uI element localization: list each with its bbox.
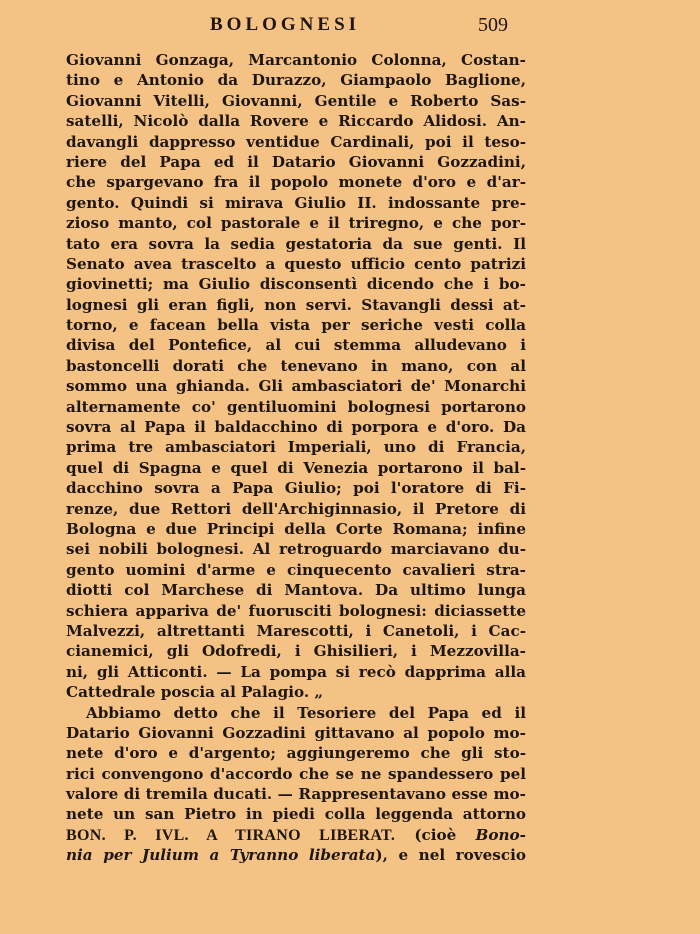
paragraph-2 (66, 703, 526, 825)
coin-legend: BON. P. IVL. A TIRANO LIBERAT. (66, 826, 396, 844)
text-line: giovinetti; ma Giulio disconsentì dicendo che i bo- (66, 275, 526, 294)
text-line: Malvezzi, altrettanti Marescotti, i Canetoli, i Cac- (66, 621, 526, 640)
text-line (66, 845, 526, 865)
paragraph-1 (66, 50, 526, 703)
text-line: schiera appariva de' fuorusciti bolognesi: diciassette (66, 601, 526, 620)
text-line: renze, due Rettori dell'Archiginnasio, il Pretore di (66, 499, 526, 518)
running-head: BOLOGNESI (210, 14, 361, 35)
text-line: cianemici, gli Odofredi, i Ghisilieri, i Mezzovilla- (66, 642, 526, 661)
text-line: Abbiamo detto che il Tesoriere del Papa ed il (86, 703, 526, 722)
text-line: divisa del Pontefice, al cui stemma alludevano i (66, 336, 526, 355)
text-line: torno, e facean bella vista per seriche vesti colla (66, 316, 526, 335)
latin-translation: nia per Julium a Tyranno liberata (66, 846, 376, 865)
text-line: Giovanni Vitelli, Giovanni, Gentile e Roberto Sas- (66, 91, 526, 110)
text-line: nete d'oro e d'argento; aggiungeremo che gli sto- (66, 744, 526, 763)
text-line: quel di Spagna e quel di Venezia portarono il bal- (66, 458, 526, 477)
text-line: prima tre ambasciatori Imperiali, uno di Francia, (66, 438, 526, 457)
text-line (66, 825, 526, 845)
text-line: satelli, Nicolò dalla Rovere e Riccardo Alidosi. An- (66, 112, 526, 131)
text-line: sei nobili bolognesi. Al retroguardo marciavano du- (66, 540, 526, 559)
latin-translation: Bono- (475, 825, 526, 844)
text-line: sovra al Papa il baldacchino di porpora e d'oro. Da (66, 418, 526, 437)
text-line: lognesi gli eran figli, non servi. Stavangli dessi at- (66, 295, 526, 314)
text-line: valore di tremila ducati. — Rappresentavano esse mo- (66, 785, 526, 804)
text-line: che spargevano fra il popolo monete d'oro e d'ar- (66, 173, 526, 192)
text-line: zioso manto, col pastorale e il triregno, e che por- (66, 214, 526, 233)
text-line: tato era sovra la sedia gestatoria da sue genti. Il (66, 234, 526, 253)
text-fragment: (cioè (395, 825, 476, 844)
page-number: 509 (478, 14, 508, 36)
text-line: diotti col Marchese di Mantova. Da ultimo lunga (66, 581, 526, 600)
text-line: davangli dappresso ventidue Cardinali, poi il teso- (66, 132, 526, 151)
text-line: dacchino sovra a Papa Giulio; poi l'oratore di Fi- (66, 479, 526, 498)
text-line: bastoncelli dorati che tenevano in mano, con al (66, 356, 526, 375)
text-line: Bologna e due Principi della Corte Romana; infine (66, 519, 526, 538)
body-text (66, 50, 526, 866)
text-fragment: ), e nel rovescio (375, 846, 526, 865)
text-line: nete un san Pietro in piedi colla leggenda attorno (66, 805, 526, 824)
text-line: Giovanni Gonzaga, Marcantonio Colonna, Costan- (66, 51, 526, 69)
text-line: Datario Giovanni Gozzadini gittavano al popolo mo- (66, 723, 526, 742)
text-line: alternamente co' gentiluomini bolognesi portarono (66, 397, 526, 416)
text-line: tino e Antonio da Durazzo, Giampaolo Baglione, (66, 71, 526, 90)
text-line: Senato avea trascelto a questo ufficio cento patrizi (66, 254, 526, 273)
text-line: rici convengono d'accordo che se ne spandessero pel (66, 764, 526, 783)
text-line: ni, gli Atticonti. — La pompa si recò dapprima alla (66, 662, 526, 681)
text-line: gento. Quindi si mirava Giulio II. indossante pre- (66, 193, 526, 212)
page-header (0, 14, 700, 42)
text-line: Cattedrale poscia al Palagio. „ (66, 683, 324, 702)
text-line: sommo una ghianda. Gli ambasciatori de' Monarchi (66, 377, 526, 396)
text-line: riere del Papa ed il Datario Giovanni Gozzadini, (66, 152, 526, 171)
text-line: gento uomini d'arme e cinquecento cavalieri stra- (66, 560, 526, 579)
